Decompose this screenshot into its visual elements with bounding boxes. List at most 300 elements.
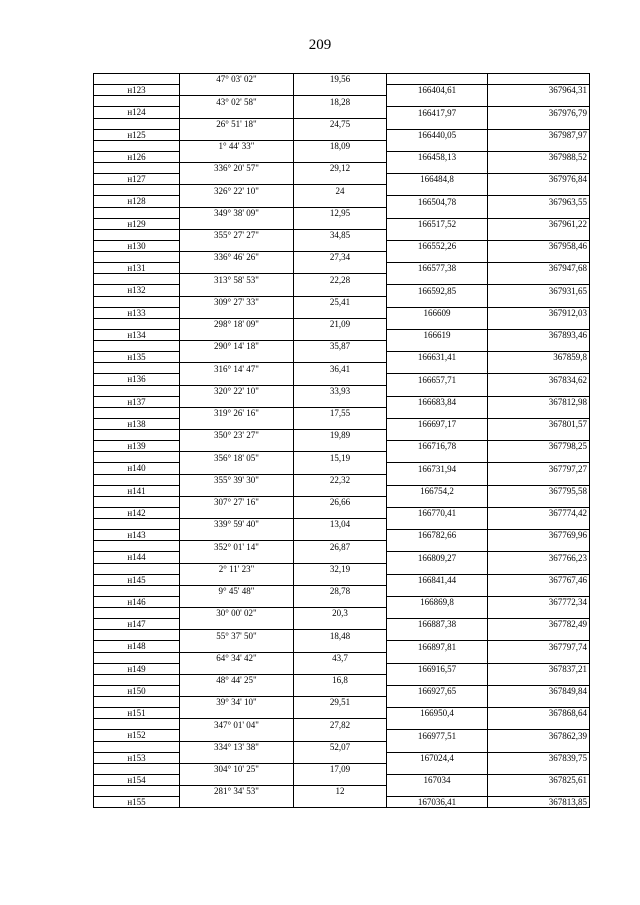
- x-cell: [387, 585, 488, 596]
- angle-cell: 298° 18' 09": [180, 318, 294, 329]
- length-cell: 15,19: [294, 452, 387, 463]
- point-name-cell: н133: [94, 307, 180, 318]
- point-name-cell: н134: [94, 329, 180, 340]
- y-cell: 367813,85: [488, 797, 590, 808]
- point-name-cell: н150: [94, 685, 180, 696]
- length-cell: 29,51: [294, 697, 387, 708]
- y-cell: 367849,84: [488, 685, 590, 696]
- y-cell: [488, 496, 590, 507]
- point-name-cell: [94, 652, 180, 663]
- y-cell: 367839,75: [488, 752, 590, 763]
- point-name-cell: [94, 385, 180, 396]
- length-cell: 29,12: [294, 163, 387, 174]
- angle-cell: 39° 34' 10": [180, 697, 294, 708]
- length-cell: [294, 174, 387, 185]
- length-cell: [294, 196, 387, 207]
- point-name-cell: н146: [94, 596, 180, 607]
- segment-row: [94, 229, 590, 240]
- point-name-cell: н142: [94, 507, 180, 518]
- y-cell: [488, 697, 590, 708]
- angle-cell: 355° 39' 30": [180, 474, 294, 485]
- point-name-cell: [94, 430, 180, 441]
- angle-cell: 320° 22' 10": [180, 385, 294, 396]
- point-row: [94, 797, 590, 808]
- length-cell: [294, 685, 387, 696]
- length-cell: [294, 530, 387, 541]
- point-name-cell: н141: [94, 485, 180, 496]
- point-row: [94, 596, 590, 607]
- point-name-cell: [94, 74, 180, 85]
- point-row: [94, 418, 590, 429]
- point-row: [94, 85, 590, 96]
- point-name-cell: [94, 185, 180, 196]
- length-cell: [294, 151, 387, 162]
- length-cell: [294, 418, 387, 429]
- segment-row: [94, 407, 590, 418]
- coordinates-table: [93, 73, 590, 808]
- point-row: [94, 374, 590, 385]
- angle-cell: 48° 44' 25": [180, 674, 294, 685]
- x-cell: [387, 96, 488, 107]
- x-cell: 166731,94: [387, 463, 488, 474]
- point-row: [94, 396, 590, 407]
- point-name-cell: н138: [94, 418, 180, 429]
- point-name-cell: н136: [94, 374, 180, 385]
- angle-cell: [180, 619, 294, 630]
- x-cell: [387, 407, 488, 418]
- segment-row: [94, 74, 590, 85]
- y-cell: [488, 519, 590, 530]
- x-cell: [387, 296, 488, 307]
- point-name-cell: [94, 452, 180, 463]
- angle-cell: 355° 27' 27": [180, 229, 294, 240]
- x-cell: [387, 74, 488, 85]
- y-cell: [488, 207, 590, 218]
- point-name-cell: н149: [94, 663, 180, 674]
- point-name-cell: н124: [94, 107, 180, 118]
- x-cell: 166916,57: [387, 663, 488, 674]
- x-cell: 166869,8: [387, 596, 488, 607]
- angle-cell: [180, 708, 294, 719]
- point-name-cell: [94, 630, 180, 641]
- point-name-cell: н148: [94, 641, 180, 652]
- point-name-cell: н132: [94, 285, 180, 296]
- y-cell: [488, 474, 590, 485]
- y-cell: 367893,46: [488, 329, 590, 340]
- length-cell: 22,28: [294, 274, 387, 285]
- point-name-cell: [94, 407, 180, 418]
- angle-cell: [180, 530, 294, 541]
- y-cell: [488, 430, 590, 441]
- length-cell: [294, 85, 387, 96]
- x-cell: [387, 252, 488, 263]
- angle-cell: 309° 27' 33": [180, 296, 294, 307]
- point-name-cell: [94, 608, 180, 619]
- angle-cell: 9° 45' 48": [180, 585, 294, 596]
- point-name-cell: н154: [94, 774, 180, 785]
- segment-row: [94, 185, 590, 196]
- x-cell: 166631,41: [387, 352, 488, 363]
- point-row: [94, 485, 590, 496]
- x-cell: 166552,26: [387, 240, 488, 251]
- x-cell: [387, 207, 488, 218]
- segment-row: [94, 274, 590, 285]
- y-cell: [488, 719, 590, 730]
- y-cell: 367801,57: [488, 418, 590, 429]
- angle-cell: 316° 14' 47": [180, 363, 294, 374]
- segment-row: [94, 118, 590, 129]
- segment-row: [94, 163, 590, 174]
- y-cell: [488, 363, 590, 374]
- x-cell: [387, 363, 488, 374]
- y-cell: 367766,23: [488, 552, 590, 563]
- angle-cell: 290° 14' 18": [180, 341, 294, 352]
- segment-row: [94, 630, 590, 641]
- y-cell: 367963,55: [488, 196, 590, 207]
- length-cell: 35,87: [294, 341, 387, 352]
- x-cell: 166577,38: [387, 263, 488, 274]
- angle-cell: [180, 663, 294, 674]
- angle-cell: [180, 596, 294, 607]
- y-cell: [488, 118, 590, 129]
- segment-row: [94, 697, 590, 708]
- point-name-cell: [94, 719, 180, 730]
- segment-row: [94, 519, 590, 530]
- point-row: [94, 752, 590, 763]
- y-cell: [488, 563, 590, 574]
- point-row: [94, 307, 590, 318]
- point-name-cell: н145: [94, 574, 180, 585]
- point-row: [94, 329, 590, 340]
- y-cell: 367987,97: [488, 129, 590, 140]
- point-name-cell: н153: [94, 752, 180, 763]
- point-name-cell: [94, 519, 180, 530]
- point-row: [94, 530, 590, 541]
- segment-row: [94, 452, 590, 463]
- y-cell: [488, 763, 590, 774]
- y-cell: [488, 541, 590, 552]
- angle-cell: [180, 85, 294, 96]
- angle-cell: 326° 22' 10": [180, 185, 294, 196]
- angle-cell: 2° 11' 23": [180, 563, 294, 574]
- angle-cell: 30° 00' 02": [180, 608, 294, 619]
- point-name-cell: н144: [94, 552, 180, 563]
- x-cell: [387, 763, 488, 774]
- point-name-cell: [94, 341, 180, 352]
- y-cell: [488, 608, 590, 619]
- angle-cell: 313° 58' 53": [180, 274, 294, 285]
- y-cell: [488, 786, 590, 797]
- y-cell: [488, 341, 590, 352]
- point-name-cell: [94, 118, 180, 129]
- length-cell: [294, 107, 387, 118]
- y-cell: 367797,74: [488, 641, 590, 652]
- segment-row: [94, 763, 590, 774]
- point-row: [94, 263, 590, 274]
- y-cell: 367862,39: [488, 730, 590, 741]
- length-cell: 18,09: [294, 140, 387, 151]
- angle-cell: [180, 174, 294, 185]
- segment-row: [94, 474, 590, 485]
- point-row: [94, 196, 590, 207]
- length-cell: 24,75: [294, 118, 387, 129]
- y-cell: [488, 674, 590, 685]
- point-name-cell: [94, 763, 180, 774]
- length-cell: 20,3: [294, 608, 387, 619]
- segment-row: [94, 430, 590, 441]
- length-cell: 13,04: [294, 519, 387, 530]
- angle-cell: [180, 418, 294, 429]
- x-cell: 166782,66: [387, 530, 488, 541]
- y-cell: 367964,31: [488, 85, 590, 96]
- length-cell: 17,55: [294, 407, 387, 418]
- segment-row: [94, 341, 590, 352]
- angle-cell: 339° 59' 40": [180, 519, 294, 530]
- length-cell: 19,89: [294, 430, 387, 441]
- point-row: [94, 352, 590, 363]
- length-cell: 12,95: [294, 207, 387, 218]
- y-cell: [488, 274, 590, 285]
- angle-cell: 334° 13' 38": [180, 741, 294, 752]
- length-cell: 34,85: [294, 229, 387, 240]
- point-name-cell: н126: [94, 151, 180, 162]
- angle-cell: 319° 26' 16": [180, 407, 294, 418]
- point-name-cell: н123: [94, 85, 180, 96]
- y-cell: [488, 96, 590, 107]
- angle-cell: 349° 38' 09": [180, 207, 294, 218]
- point-row: [94, 151, 590, 162]
- y-cell: [488, 296, 590, 307]
- angle-cell: [180, 485, 294, 496]
- length-cell: [294, 507, 387, 518]
- angle-cell: [180, 374, 294, 385]
- angle-cell: 304° 10' 25": [180, 763, 294, 774]
- y-cell: 367812,98: [488, 396, 590, 407]
- x-cell: [387, 140, 488, 151]
- point-name-cell: н131: [94, 263, 180, 274]
- point-row: [94, 285, 590, 296]
- angle-cell: [180, 574, 294, 585]
- length-cell: 52,07: [294, 741, 387, 752]
- angle-cell: 26° 51' 18": [180, 118, 294, 129]
- length-cell: [294, 263, 387, 274]
- length-cell: 19,56: [294, 74, 387, 85]
- length-cell: [294, 596, 387, 607]
- angle-cell: 55° 37' 50": [180, 630, 294, 641]
- segment-row: [94, 363, 590, 374]
- point-row: [94, 641, 590, 652]
- segment-row: [94, 296, 590, 307]
- x-cell: [387, 318, 488, 329]
- y-cell: 367961,22: [488, 218, 590, 229]
- y-cell: 367947,68: [488, 263, 590, 274]
- x-cell: [387, 229, 488, 240]
- point-name-cell: [94, 363, 180, 374]
- point-name-cell: н139: [94, 441, 180, 452]
- length-cell: 27,34: [294, 252, 387, 263]
- length-cell: [294, 619, 387, 630]
- angle-cell: [180, 307, 294, 318]
- point-name-cell: [94, 674, 180, 685]
- x-cell: [387, 697, 488, 708]
- point-row: [94, 774, 590, 785]
- x-cell: 167036,41: [387, 797, 488, 808]
- y-cell: [488, 585, 590, 596]
- point-name-cell: [94, 741, 180, 752]
- length-cell: [294, 574, 387, 585]
- segment-row: [94, 96, 590, 107]
- segment-row: [94, 140, 590, 151]
- x-cell: 166770,41: [387, 507, 488, 518]
- length-cell: [294, 708, 387, 719]
- point-name-cell: [94, 697, 180, 708]
- y-cell: 367795,58: [488, 485, 590, 496]
- segment-row: [94, 786, 590, 797]
- point-name-cell: [94, 96, 180, 107]
- segment-row: [94, 541, 590, 552]
- length-cell: 12: [294, 786, 387, 797]
- point-name-cell: н127: [94, 174, 180, 185]
- angle-cell: [180, 463, 294, 474]
- angle-cell: [180, 285, 294, 296]
- x-cell: [387, 118, 488, 129]
- angle-cell: [180, 196, 294, 207]
- y-cell: 367837,21: [488, 663, 590, 674]
- y-cell: [488, 185, 590, 196]
- point-name-cell: [94, 318, 180, 329]
- length-cell: [294, 218, 387, 229]
- x-cell: 166440,05: [387, 129, 488, 140]
- point-row: [94, 730, 590, 741]
- x-cell: 166927,65: [387, 685, 488, 696]
- angle-cell: [180, 396, 294, 407]
- x-cell: 166841,44: [387, 574, 488, 585]
- angle-cell: [180, 507, 294, 518]
- x-cell: 166404,61: [387, 85, 488, 96]
- point-name-cell: [94, 140, 180, 151]
- segment-row: [94, 318, 590, 329]
- x-cell: [387, 541, 488, 552]
- x-cell: [387, 474, 488, 485]
- angle-cell: 64° 34' 42": [180, 652, 294, 663]
- angle-cell: 350° 23' 27": [180, 430, 294, 441]
- point-row: [94, 619, 590, 630]
- angle-cell: [180, 352, 294, 363]
- x-cell: 166417,97: [387, 107, 488, 118]
- length-cell: [294, 730, 387, 741]
- length-cell: 25,41: [294, 296, 387, 307]
- y-cell: [488, 163, 590, 174]
- segment-row: [94, 385, 590, 396]
- angle-cell: [180, 752, 294, 763]
- angle-cell: 347° 01' 04": [180, 719, 294, 730]
- segment-row: [94, 719, 590, 730]
- point-row: [94, 174, 590, 185]
- length-cell: 26,66: [294, 496, 387, 507]
- x-cell: 166809,27: [387, 552, 488, 563]
- x-cell: 167034: [387, 774, 488, 785]
- y-cell: 367976,79: [488, 107, 590, 118]
- angle-cell: [180, 218, 294, 229]
- point-row: [94, 552, 590, 563]
- point-name-cell: н135: [94, 352, 180, 363]
- x-cell: 166697,17: [387, 418, 488, 429]
- angle-cell: [180, 441, 294, 452]
- angle-cell: [180, 774, 294, 785]
- point-name-cell: н130: [94, 240, 180, 251]
- x-cell: [387, 563, 488, 574]
- x-cell: 166619: [387, 329, 488, 340]
- angle-cell: [180, 151, 294, 162]
- y-cell: 367988,52: [488, 151, 590, 162]
- length-cell: 36,41: [294, 363, 387, 374]
- length-cell: [294, 774, 387, 785]
- length-cell: 24: [294, 185, 387, 196]
- x-cell: 166458,13: [387, 151, 488, 162]
- y-cell: 367931,65: [488, 285, 590, 296]
- angle-cell: 356° 18' 05": [180, 452, 294, 463]
- angle-cell: [180, 329, 294, 340]
- x-cell: 166484,8: [387, 174, 488, 185]
- y-cell: 367859,8: [488, 352, 590, 363]
- point-row: [94, 507, 590, 518]
- point-name-cell: [94, 541, 180, 552]
- x-cell: 167024,4: [387, 752, 488, 763]
- length-cell: [294, 285, 387, 296]
- y-cell: 367797,27: [488, 463, 590, 474]
- length-cell: [294, 463, 387, 474]
- angle-cell: [180, 107, 294, 118]
- x-cell: 166657,71: [387, 374, 488, 385]
- segment-row: [94, 496, 590, 507]
- length-cell: [294, 797, 387, 808]
- y-cell: [488, 652, 590, 663]
- length-cell: 18,28: [294, 96, 387, 107]
- angle-cell: [180, 797, 294, 808]
- point-name-cell: н140: [94, 463, 180, 474]
- y-cell: 367912,03: [488, 307, 590, 318]
- length-cell: 16,8: [294, 674, 387, 685]
- segment-row: [94, 252, 590, 263]
- length-cell: [294, 641, 387, 652]
- y-cell: [488, 630, 590, 641]
- y-cell: 367976,84: [488, 174, 590, 185]
- point-name-cell: н125: [94, 129, 180, 140]
- y-cell: 367767,46: [488, 574, 590, 585]
- length-cell: 18,48: [294, 630, 387, 641]
- y-cell: 367772,34: [488, 596, 590, 607]
- length-cell: [294, 663, 387, 674]
- x-cell: [387, 385, 488, 396]
- point-name-cell: [94, 163, 180, 174]
- point-name-cell: н155: [94, 797, 180, 808]
- page-number: 209: [308, 37, 332, 53]
- length-cell: 27,82: [294, 719, 387, 730]
- angle-cell: 1° 44' 33": [180, 140, 294, 151]
- x-cell: [387, 185, 488, 196]
- y-cell: 367958,46: [488, 240, 590, 251]
- x-cell: [387, 274, 488, 285]
- y-cell: [488, 140, 590, 151]
- length-cell: [294, 129, 387, 140]
- angle-cell: 307° 27' 16": [180, 496, 294, 507]
- y-cell: 367825,61: [488, 774, 590, 785]
- x-cell: [387, 163, 488, 174]
- length-cell: [294, 396, 387, 407]
- point-name-cell: [94, 296, 180, 307]
- x-cell: [387, 719, 488, 730]
- angle-cell: 336° 20' 57": [180, 163, 294, 174]
